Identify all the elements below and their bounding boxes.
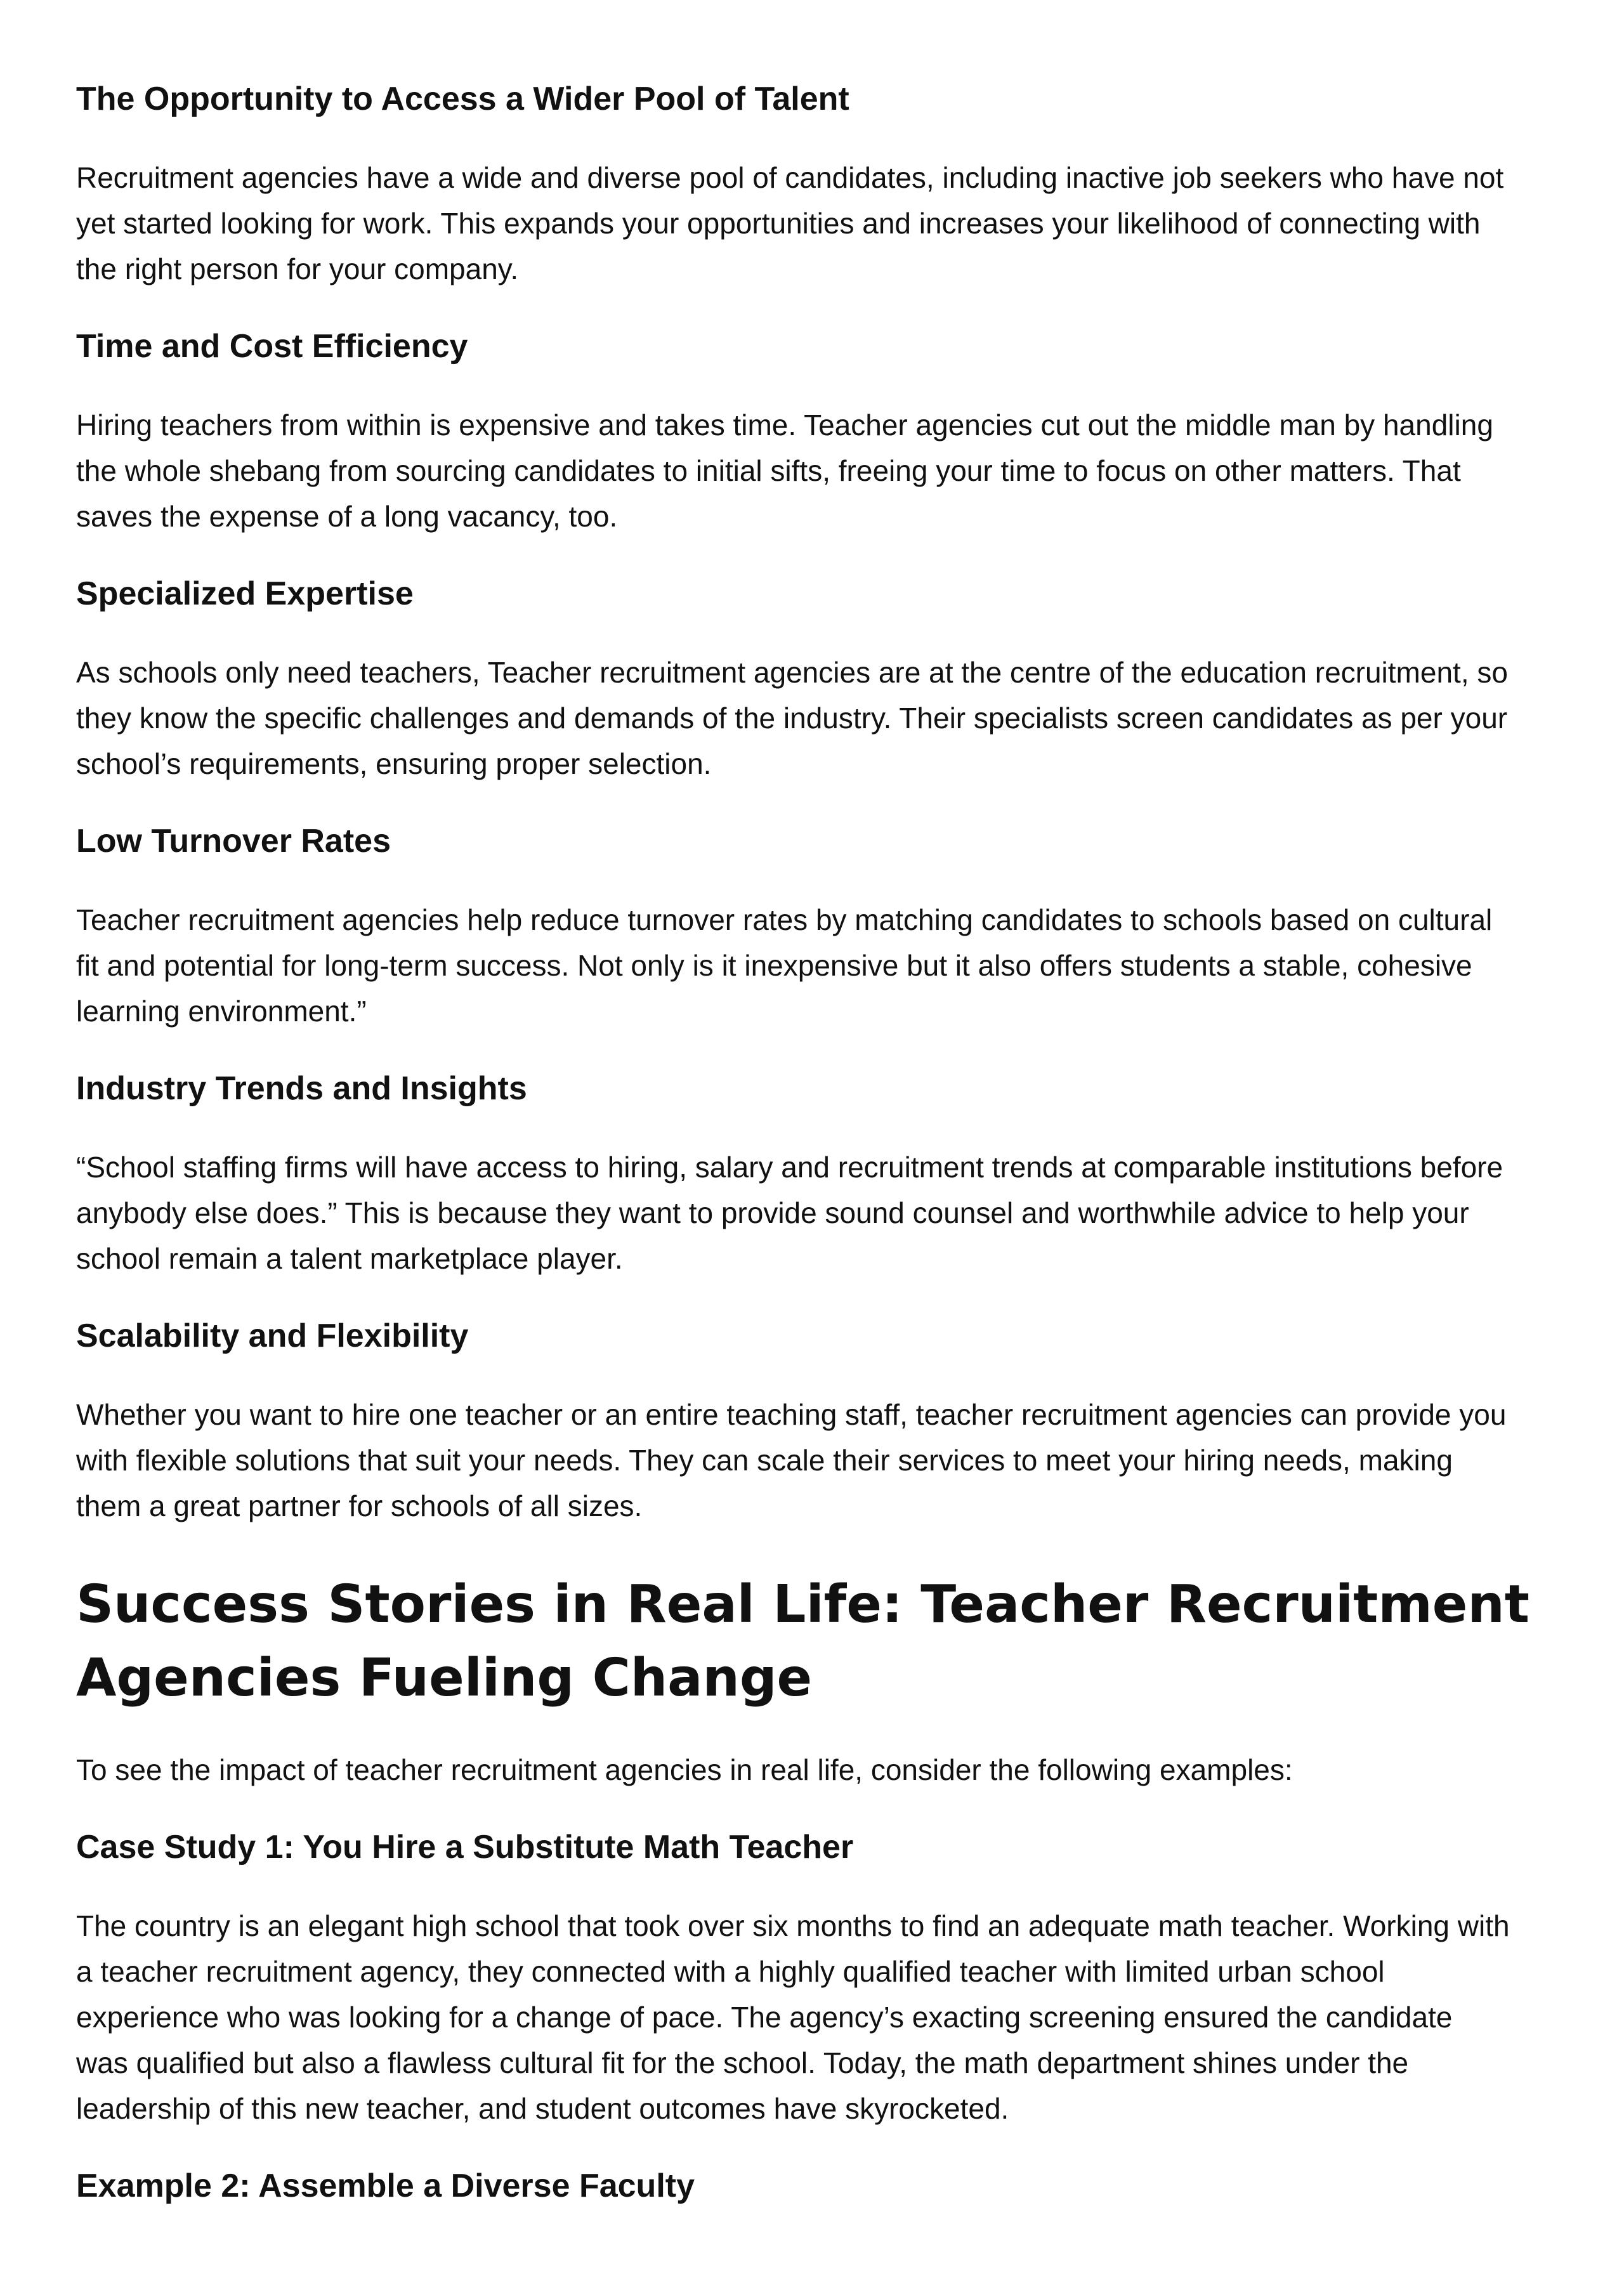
paragraph-line: yet started looking for work. This expands your opportunities and increases your likelihood of connecting with — [76, 207, 1481, 240]
paragraph-line: The country is an elegant high school that took over six months to find an adequate math teacher. Working with — [76, 1909, 1510, 1942]
section-paragraph — [76, 1144, 1561, 1281]
section-paragraph — [76, 897, 1561, 1034]
example-heading: Example 2: Assemble a Diverse Faculty — [76, 2168, 695, 2204]
paragraph-line: school’s requirements, ensuring proper selection. — [76, 747, 712, 780]
section-paragraph — [76, 155, 1561, 292]
paragraph-line: Teacher recruitment agencies help reduce turnover rates by matching candidates to schools based on cultural — [76, 903, 1493, 936]
section-heading: Scalability and Flexibility — [76, 1318, 469, 1354]
paragraph-line: anybody else does.” This is because they want to provide sound counsel and worthwhile advice to help your — [76, 1196, 1469, 1229]
paragraph-line: As schools only need teachers, Teacher recruitment agencies are at the centre of the education recruitment, so — [76, 656, 1508, 689]
paragraph-line: Hiring teachers from within is expensive and takes time. Teacher agencies cut out the middle man by handling — [76, 409, 1493, 441]
paragraph-line: Recruitment agencies have a wide and diverse pool of candidates, including inactive job seekers who have not — [76, 161, 1504, 194]
paragraph-line: was qualified but also a flawless cultural fit for the school. Today, the math department shines under the — [76, 2046, 1409, 2079]
paragraph-line: leadership of this new teacher, and student outcomes have skyrocketed. — [76, 2092, 1009, 2125]
section-heading: Specialized Expertise — [76, 575, 414, 612]
section-heading: Low Turnover Rates — [76, 823, 391, 860]
paragraph-line: with flexible solutions that suit your needs. They can scale their services to meet your hiring needs, making — [76, 1444, 1453, 1477]
paragraph-line: fit and potential for long-term success. Not only is it inexpensive but it also offers students a stable, cohesive — [76, 949, 1472, 982]
paragraph-line: learning environment.” — [76, 995, 367, 1028]
section-paragraph — [76, 650, 1561, 787]
paragraph-line: them a great partner for schools of all sizes. — [76, 1489, 643, 1522]
case-study-paragraph — [76, 1903, 1561, 2131]
section-heading: The Opportunity to Access a Wider Pool of Talent — [76, 81, 849, 117]
paragraph-line: the right person for your company. — [76, 252, 519, 285]
section-paragraph — [76, 1392, 1561, 1529]
paragraph-line: school remain a talent marketplace player. — [76, 1242, 623, 1275]
section-heading: Industry Trends and Insights — [76, 1070, 527, 1107]
section-paragraph — [76, 402, 1561, 539]
paragraph-line: a teacher recruitment agency, they connected with a highly qualified teacher with limited urban school — [76, 1955, 1385, 1988]
section-heading: Time and Cost Efficiency — [76, 328, 468, 365]
main-heading-line: Agencies Fueling Change — [76, 1648, 813, 1708]
case-study-heading: Case Study 1: You Hire a Substitute Math Teacher — [76, 1829, 854, 1866]
paragraph-line: experience who was looking for a change of pace. The agency’s exacting screening ensured the candidate — [76, 2001, 1453, 2034]
paragraph-line: the whole shebang from sourcing candidates to initial sifts, freeing your time to focus on other matters. That — [76, 454, 1461, 487]
paragraph-line: “School staffing firms will have access to hiring, salary and recruitment trends at comparable institutions before — [76, 1151, 1503, 1184]
paragraph-line: they know the specific challenges and demands of the industry. Their specialists screen candidates as per your — [76, 702, 1508, 735]
paragraph-line: Whether you want to hire one teacher or an entire teaching staff, teacher recruitment agencies can provide you — [76, 1398, 1507, 1431]
paragraph-line: saves the expense of a long vacancy, too. — [76, 500, 618, 533]
article-page — [76, 76, 1561, 2209]
intro-paragraph: To see the impact of teacher recruitment agencies in real life, consider the following examples: — [76, 1753, 1293, 1786]
main-heading — [76, 1568, 1561, 1715]
main-heading-line: Success Stories in Real Life: Teacher Recruitment — [76, 1574, 1529, 1635]
